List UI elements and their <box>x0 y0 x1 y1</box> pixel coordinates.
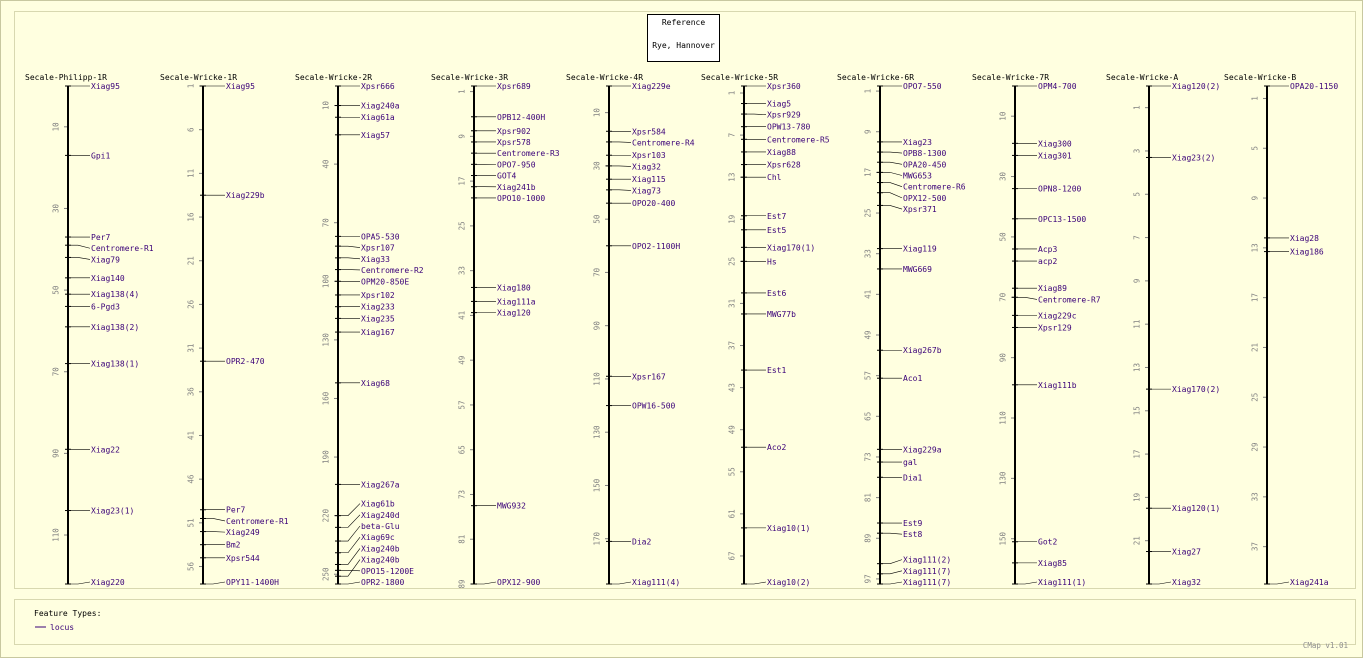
locus-label[interactable]: Est9 <box>903 519 923 529</box>
axis-tick-label: 19 <box>727 214 737 224</box>
axis-tick-label: 49 <box>863 330 873 340</box>
axis-tick-label: 73 <box>457 489 467 499</box>
locus-label[interactable]: Xpsr129 <box>1038 323 1072 333</box>
locus-label[interactable]: OPC13-1500 <box>1038 214 1087 224</box>
axis-tick-label: 9 <box>457 134 467 139</box>
version-label: CMap v1.01 <box>1302 641 1348 650</box>
locus-label[interactable]: Xiag28 <box>1290 233 1319 243</box>
map-title[interactable]: Secale-Philipp-1R <box>25 73 107 82</box>
locus-label[interactable]: Xiag235 <box>361 314 395 324</box>
axis-tick-label: 190 <box>321 450 331 464</box>
locus-label[interactable]: Xiag120(2) <box>1172 82 1221 91</box>
locus-label[interactable]: Xpsr902 <box>497 126 531 136</box>
axis-tick-label: 17 <box>863 167 873 177</box>
locus-label[interactable]: Xiag111(7) <box>903 566 952 576</box>
axis-tick-label: 5 <box>1132 192 1142 197</box>
locus-label[interactable]: Xiag267b <box>903 346 942 356</box>
axis-tick-label: 220 <box>321 508 331 523</box>
map-title[interactable]: Secale-Wricke-B <box>1224 73 1297 82</box>
axis-tick-label: 13 <box>727 172 737 182</box>
locus-label[interactable]: OPY11-1400H <box>226 578 279 587</box>
map-title[interactable]: Secale-Wricke-4R <box>566 73 644 82</box>
locus-label[interactable]: Xiag10(2) <box>767 578 811 587</box>
locus-label[interactable]: Xiag267a <box>361 480 400 490</box>
axis-tick-label: 5 <box>1250 145 1260 151</box>
reference-box[interactable] <box>648 15 720 62</box>
locus-label[interactable]: Xiag167 <box>361 328 395 338</box>
locus-label[interactable]: MWG669 <box>903 264 932 274</box>
locus-label[interactable]: Xpsr628 <box>767 160 801 170</box>
axis-tick-label: 41 <box>457 310 467 320</box>
locus-label[interactable]: OPN8-1200 <box>1038 184 1082 194</box>
axis-tick-label: 25 <box>1250 392 1260 402</box>
locus-label[interactable]: Aco2 <box>767 443 787 453</box>
reference-title: Reference <box>661 18 706 27</box>
axis-tick-label: 55 <box>727 467 737 477</box>
locus-label[interactable]: Per7 <box>91 233 111 243</box>
axis-tick-label: 89 <box>863 533 873 543</box>
axis-tick-label: 10 <box>592 108 602 118</box>
axis-tick-label: 65 <box>457 445 467 455</box>
axis-tick-label: 130 <box>998 471 1008 486</box>
locus-label[interactable]: Centromere-R2 <box>361 265 424 275</box>
axis-tick-label: 41 <box>186 430 196 440</box>
reference-name: Rye, Hannover <box>652 41 715 50</box>
locus-label[interactable]: Xpsr929 <box>767 110 801 120</box>
locus-label[interactable]: beta-Glu <box>361 522 400 531</box>
axis-tick-label: 70 <box>592 267 602 277</box>
locus-label[interactable]: Xiag23(1) <box>91 506 135 516</box>
locus-label[interactable]: gal <box>903 458 918 468</box>
locus-label[interactable]: OPM20-850E <box>361 277 410 287</box>
locus-label[interactable]: Xiag240a <box>361 101 400 111</box>
axis-tick-label: 89 <box>457 579 467 589</box>
locus-label[interactable]: Xiag23 <box>903 137 932 147</box>
locus-label[interactable]: Centromere-R6 <box>903 182 966 192</box>
locus-label[interactable]: Xpsr371 <box>903 205 937 215</box>
locus-label[interactable]: OPW16-500 <box>632 401 676 411</box>
axis-tick-label: 11 <box>186 168 196 178</box>
axis-tick-label: 65 <box>863 411 873 421</box>
locus-label[interactable]: Xiag229e <box>632 82 671 91</box>
map-title[interactable]: Secale-Wricke-A <box>1106 73 1179 82</box>
axis-tick-label: 25 <box>727 256 737 266</box>
locus-label[interactable]: Xiag27 <box>1172 547 1201 557</box>
axis-tick-label: 7 <box>1132 235 1142 240</box>
locus-label[interactable]: Xiag68 <box>361 378 390 388</box>
axis-tick-label: 11 <box>1132 319 1142 329</box>
axis-tick-label: 97 <box>863 574 873 584</box>
locus-label[interactable]: Xiag138(4) <box>91 290 140 300</box>
axis-tick-label: 19 <box>1132 492 1142 502</box>
locus-label[interactable]: Xiag111b <box>1038 380 1077 390</box>
locus-label[interactable]: OPO2-1100H <box>632 241 681 251</box>
locus-label[interactable]: Xiag111(2) <box>903 555 952 565</box>
axis-tick-label: 33 <box>1250 492 1260 502</box>
locus-label[interactable]: MWG77b <box>767 309 796 319</box>
map-title[interactable]: Secale-Wricke-2R <box>295 73 373 82</box>
axis-tick-label: 1 <box>1132 105 1142 110</box>
legend-title: Feature Types: <box>34 609 102 618</box>
maps-panel <box>15 12 1356 589</box>
locus-label[interactable]: Xiag301 <box>1038 151 1072 161</box>
locus-label[interactable]: Xiag180 <box>497 283 531 293</box>
axis-tick-label: 10 <box>998 111 1008 121</box>
locus-label[interactable]: OPR2-470 <box>226 357 265 367</box>
axis-tick-label: 25 <box>457 221 467 231</box>
axis-tick-label: 49 <box>457 355 467 365</box>
map-title[interactable]: Secale-Wricke-3R <box>431 73 509 82</box>
locus-label[interactable]: Xiag140 <box>91 273 125 283</box>
locus-label[interactable]: Xiag229b <box>226 191 265 201</box>
locus-label[interactable]: acp2 <box>1038 257 1058 267</box>
locus-label[interactable]: Xiag229a <box>903 445 942 455</box>
axis-tick-label: 9 <box>1250 195 1260 201</box>
axis-tick-label: 56 <box>186 562 196 572</box>
axis-tick-label: 50 <box>592 214 602 224</box>
axis-tick-label: 81 <box>457 534 467 544</box>
locus-label[interactable]: Acp3 <box>1038 244 1058 254</box>
locus-label[interactable]: Xiag95 <box>91 82 120 91</box>
map-title[interactable]: Secale-Wricke-5R <box>701 73 779 82</box>
locus-label[interactable]: Xiag233 <box>361 302 395 312</box>
axis-tick-label: 51 <box>186 518 196 528</box>
locus-label[interactable]: Xiag138(1) <box>91 359 140 369</box>
locus-label[interactable]: Xpsr584 <box>632 127 666 137</box>
legend-panel <box>15 600 1356 645</box>
locus-label[interactable]: OPB8-1300 <box>903 149 947 159</box>
locus-label[interactable]: Centromere-R5 <box>767 135 830 145</box>
axis-tick-label: 160 <box>321 391 331 406</box>
axis-tick-label: 61 <box>727 509 737 519</box>
axis-tick-label: 9 <box>1132 278 1142 284</box>
map-title[interactable]: Secale-Wricke-1R <box>160 73 238 82</box>
locus-label[interactable]: 6-Pgd3 <box>91 302 120 312</box>
locus-label[interactable]: OPA5-530 <box>361 232 400 242</box>
locus-label[interactable]: Xiag61a <box>361 113 395 123</box>
locus-label[interactable]: OPO15-1200E <box>361 566 414 576</box>
locus-label[interactable]: OPO7-950 <box>497 160 536 170</box>
axis-tick-label: 70 <box>51 367 61 377</box>
locus-label[interactable]: MWG653 <box>903 171 932 181</box>
axis-tick-label: 29 <box>1250 442 1260 452</box>
axis-tick-label: 7 <box>727 132 737 138</box>
locus-label[interactable]: Xiag120 <box>497 308 531 318</box>
locus-label[interactable]: Xiag32 <box>1172 578 1201 587</box>
axis-tick-label: 1 <box>186 83 196 89</box>
axis-tick-label: 33 <box>457 266 467 276</box>
axis-tick-label: 90 <box>998 353 1008 363</box>
locus-label[interactable]: Xiag229c <box>1038 311 1077 321</box>
locus-label[interactable]: OPB12-400H <box>497 112 546 122</box>
locus-label[interactable]: MWG932 <box>497 501 526 511</box>
locus-label[interactable]: Centromere-R1 <box>226 516 289 526</box>
locus-label[interactable]: OPM4-700 <box>1038 82 1077 91</box>
locus-label[interactable]: Dia2 <box>632 537 652 547</box>
locus-label[interactable]: Xiag170(2) <box>1172 385 1221 395</box>
locus-label[interactable]: Xiag241a <box>1290 578 1329 587</box>
locus-label[interactable]: Centromere-R7 <box>1038 295 1101 305</box>
locus-label[interactable]: Centromere-R3 <box>497 149 560 159</box>
locus-label[interactable]: Xiag33 <box>361 254 390 264</box>
locus-label[interactable]: Est7 <box>767 211 787 221</box>
axis-tick-label: 37 <box>727 341 737 351</box>
locus-label[interactable]: Est1 <box>767 366 787 376</box>
axis-tick-label: 31 <box>186 343 196 353</box>
locus-label[interactable]: Xiag249 <box>226 528 260 538</box>
locus-label[interactable]: OPO20-400 <box>632 199 676 209</box>
axis-tick-label: 50 <box>998 232 1008 242</box>
locus-label[interactable]: Got2 <box>1038 537 1058 547</box>
locus-label[interactable]: Xiag10(1) <box>767 523 811 533</box>
locus-label[interactable]: Xpsr360 <box>767 82 801 91</box>
locus-label[interactable]: Xiag85 <box>1038 558 1067 568</box>
locus-label[interactable]: Xiag115 <box>632 175 666 185</box>
locus-label[interactable]: Xiag111a <box>497 297 536 307</box>
locus-label[interactable]: Xpsr107 <box>361 243 395 253</box>
locus-label[interactable]: Xiag61b <box>361 499 395 509</box>
locus-label[interactable]: OPO10-1000 <box>497 193 546 203</box>
axis-tick-label: 10 <box>51 122 61 132</box>
axis-tick-label: 110 <box>51 528 61 542</box>
axis-tick-label: 30 <box>51 203 61 213</box>
locus-label[interactable]: Xiag300 <box>1038 139 1072 149</box>
locus-label[interactable]: Hs <box>767 257 777 267</box>
locus-label[interactable]: Xpsr103 <box>632 151 666 161</box>
axis-tick-label: 13 <box>1132 362 1142 372</box>
axis-tick-label: 17 <box>457 176 467 186</box>
axis-tick-label: 100 <box>321 274 331 289</box>
axis-tick-label: 21 <box>186 256 196 266</box>
axis-tick-label: 49 <box>727 425 737 435</box>
axis-tick-label: 41 <box>863 289 873 299</box>
axis-tick-label: 6 <box>186 127 196 132</box>
axis-tick-label: 43 <box>727 383 737 393</box>
axis-tick-label: 90 <box>51 448 61 458</box>
axis-tick-label: 50 <box>51 285 61 295</box>
axis-tick-label: 17 <box>1250 293 1260 303</box>
locus-label[interactable]: Chl <box>767 173 782 183</box>
axis-tick-label: 17 <box>1132 449 1142 459</box>
axis-tick-label: 3 <box>1132 148 1142 154</box>
axis-tick-label: 25 <box>863 208 873 218</box>
axis-tick-label: 46 <box>186 474 196 484</box>
axis-tick-label: 1 <box>863 88 873 94</box>
axis-tick-label: 67 <box>727 551 737 561</box>
axis-tick-label: 40 <box>321 159 331 169</box>
axis-tick-label: 130 <box>321 333 331 347</box>
axis-tick-label: 9 <box>863 129 873 134</box>
locus-label[interactable]: Xpsr102 <box>361 290 395 300</box>
locus-label[interactable]: Xiag240b <box>361 555 400 565</box>
locus-label[interactable]: Xiag241b <box>497 182 536 192</box>
locus-label[interactable]: Xiag79 <box>91 255 120 265</box>
locus-label[interactable]: Est6 <box>767 288 787 298</box>
locus-label[interactable]: Est5 <box>767 225 787 235</box>
axis-tick-label: 70 <box>998 292 1008 302</box>
locus-label[interactable]: Xpsr167 <box>632 372 666 382</box>
axis-tick-label: 130 <box>592 425 602 439</box>
locus-label[interactable]: OPR2-1800 <box>361 578 405 587</box>
axis-tick-label: 37 <box>1250 542 1260 552</box>
locus-label[interactable]: Xiag23(2) <box>1172 153 1216 163</box>
locus-label[interactable]: GOT4 <box>497 171 517 181</box>
locus-label[interactable]: OPA20-1150 <box>1290 82 1339 91</box>
axis-tick-label: 10 <box>321 101 331 111</box>
locus-label[interactable]: Xiag22 <box>91 445 120 455</box>
locus-label[interactable]: Xiag32 <box>632 162 661 172</box>
locus-label[interactable]: Xiag111(4) <box>632 578 681 587</box>
locus-label[interactable]: Xiag220 <box>91 578 125 587</box>
axis-tick-label: 1 <box>727 90 737 96</box>
locus-label[interactable]: Xiag89 <box>1038 284 1067 294</box>
locus-label[interactable]: Xiag69c <box>361 533 395 543</box>
axis-tick-label: 30 <box>592 161 602 171</box>
axis-tick-label: 110 <box>592 372 602 386</box>
axis-tick-label: 13 <box>1250 243 1260 253</box>
axis-tick-label: 26 <box>186 299 196 309</box>
axis-tick-label: 70 <box>321 218 331 228</box>
locus-label[interactable]: Xpsr578 <box>497 137 531 147</box>
axis-tick-label: 15 <box>1132 406 1142 416</box>
locus-label[interactable]: Xpsr666 <box>361 82 395 91</box>
locus-label[interactable]: Xiag138(2) <box>91 322 140 332</box>
locus-label[interactable]: Bm2 <box>226 540 241 550</box>
locus-label[interactable]: Dia1 <box>903 473 923 483</box>
locus-label[interactable]: Centromere-R4 <box>632 138 695 148</box>
locus-label[interactable]: Xpsr544 <box>226 553 260 563</box>
locus-label[interactable]: Xiag120(1) <box>1172 504 1221 514</box>
locus-label[interactable]: OPA20-450 <box>903 160 947 170</box>
locus-label[interactable]: Xiag88 <box>767 147 796 157</box>
locus-label[interactable]: Centromere-R1 <box>91 244 154 254</box>
axis-tick-label: 110 <box>998 411 1008 425</box>
locus-label[interactable]: OPW13-780 <box>767 122 811 132</box>
axis-tick-label: 81 <box>863 493 873 503</box>
axis-tick-label: 36 <box>186 387 196 397</box>
axis-tick-label: 57 <box>457 400 467 410</box>
locus-label[interactable]: Xiag170(1) <box>767 243 816 253</box>
axis-tick-label: 170 <box>592 531 602 546</box>
axis-tick-label: 150 <box>998 531 1008 546</box>
axis-tick-label: 1 <box>1250 96 1260 101</box>
axis-tick-label: 1 <box>457 89 467 94</box>
locus-label[interactable]: Xpsr689 <box>497 82 531 91</box>
map-title[interactable]: Secale-Wricke-6R <box>837 73 915 82</box>
locus-label[interactable]: Xiag186 <box>1290 247 1324 257</box>
locus-label[interactable]: Per7 <box>226 505 246 515</box>
locus-label[interactable]: Xiag240d <box>361 510 400 520</box>
locus-label[interactable]: Est8 <box>903 530 923 540</box>
axis-tick-label: 21 <box>1250 342 1260 352</box>
axis-tick-label: 31 <box>727 298 737 308</box>
locus-label[interactable]: Xiag5 <box>767 99 792 109</box>
locus-label[interactable]: Xiag95 <box>226 82 255 91</box>
locus-label[interactable]: Xiag119 <box>903 244 937 254</box>
axis-tick-label: 33 <box>863 249 873 259</box>
axis-tick-label: 57 <box>863 371 873 381</box>
axis-tick-label: 16 <box>186 212 196 222</box>
locus-label[interactable]: Xiag57 <box>361 130 390 140</box>
legend-locus-label: locus <box>50 623 75 632</box>
locus-label[interactable]: Xiag111(7) <box>903 578 952 587</box>
locus-label[interactable]: Xiag240b <box>361 544 400 554</box>
locus-label[interactable]: Gpi1 <box>91 151 111 161</box>
locus-label[interactable]: Xiag111(1) <box>1038 578 1087 587</box>
axis-tick-label: 250 <box>321 567 331 582</box>
locus-label[interactable]: OPX12-500 <box>903 193 947 203</box>
axis-tick-label: 30 <box>998 172 1008 182</box>
map-title[interactable]: Secale-Wricke-7R <box>972 73 1050 82</box>
axis-tick-label: 21 <box>1132 536 1142 546</box>
locus-label[interactable]: Aco1 <box>903 374 923 384</box>
locus-label[interactable]: OPO7-550 <box>903 82 942 91</box>
axis-tick-label: 73 <box>863 452 873 462</box>
axis-tick-label: 90 <box>592 321 602 331</box>
locus-label[interactable]: Xiag73 <box>632 186 661 196</box>
locus-label[interactable]: OPX12-900 <box>497 578 541 587</box>
axis-tick-label: 150 <box>592 478 602 493</box>
